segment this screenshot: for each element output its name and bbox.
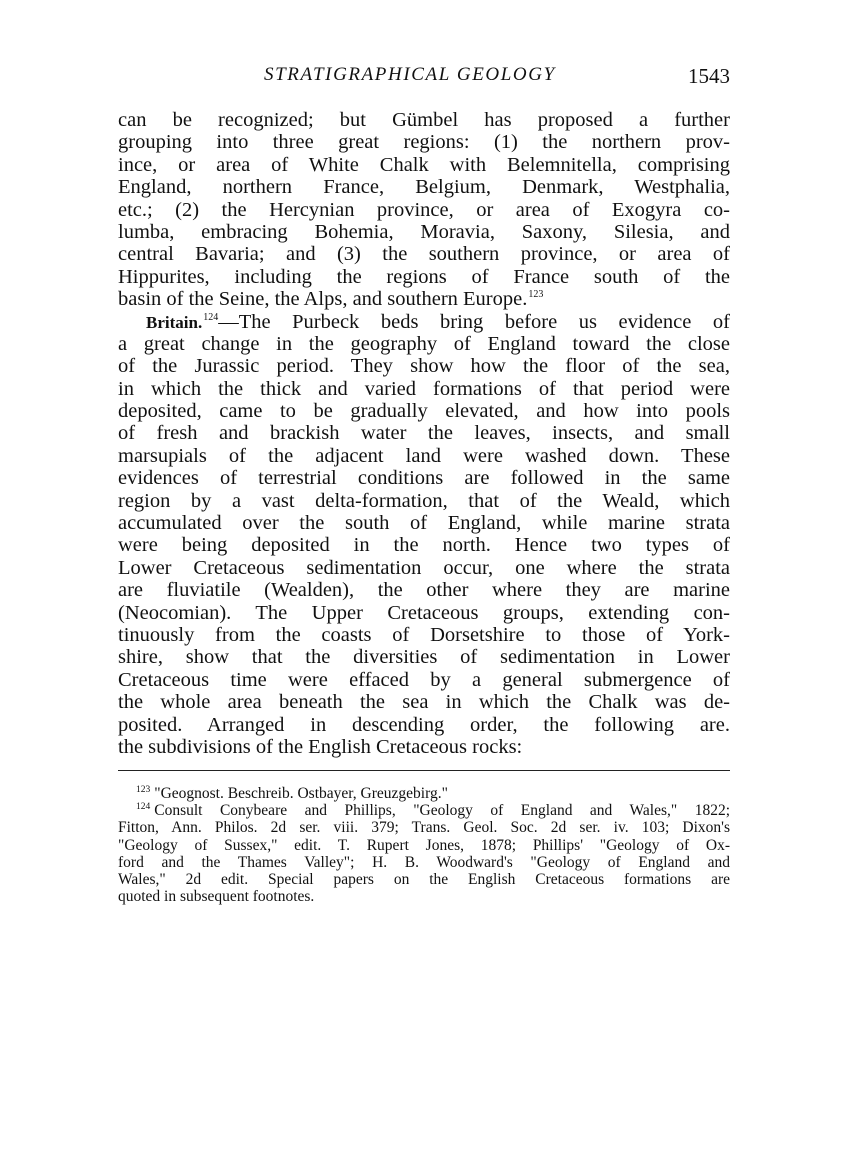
page-number: 1543 (688, 64, 730, 88)
text-line: deposited, came to be gradually elevated, and how into pools (118, 400, 730, 423)
text-line: Cretaceous time were effaced by a general submergence of (118, 668, 730, 691)
text-line: Lower Cretaceous sedimentation occur, one where the strata (118, 556, 730, 579)
text-line: in which the thick and varied formations of that period were (118, 377, 730, 400)
text-line: the subdivisions of the English Cretaceous rocks: (118, 735, 523, 758)
footnote-text: Consult Conybeare and Phillips, "Geology of England and Wales," 1822; (154, 802, 730, 820)
footnote-text: "Geognost. Beschreib. Ostbayer, Greuzgebirg." (154, 785, 448, 802)
text-line: (Neocomian). The Upper Cretaceous groups, extending con- (118, 601, 730, 624)
section-subheading: Britain. (146, 312, 203, 332)
text-line: ince, or area of White Chalk with Belemnitella, comprising (118, 153, 730, 176)
footnote-line: quoted in subsequent footnotes. (118, 888, 315, 906)
footnote-123 (118, 785, 730, 802)
footnote-line: "Geology of Sussex," edit. T. Rupert Jones, 1878; Phillips' "Geology of Ox- (118, 836, 730, 854)
footnotes (118, 785, 730, 905)
text-line: region by a vast delta-formation, that of the Weald, which (118, 489, 730, 512)
text-line: central Bavaria; and (3) the southern province, or area of (118, 243, 730, 266)
text-line: England, northern France, Belgium, Denmark, Westphalia, (118, 176, 730, 199)
text-line: tinuously from the coasts of Dorsetshire to those of York- (118, 623, 730, 646)
text-line-content: basin of the Seine, the Alps, and southern Europe. (118, 288, 528, 311)
text-line (118, 288, 730, 310)
text-line: accumulated over the south of England, while marine strata (118, 512, 730, 535)
text-line: are fluviatile (Wealden), the other where they are marine (118, 579, 730, 602)
text-line: a great change in the geography of England toward the close (118, 332, 730, 355)
footnote-line: ford and the Thames Valley"; H. B. Woodward's "Geology of England and (118, 853, 730, 871)
text-line: of the Jurassic period. They show how the floor of the sea, (118, 355, 730, 378)
footnote-line: Fitton, Ann. Philos. 2d ser. viii. 379; Trans. Geol. Soc. 2d ser. iv. 103; Dixon's (118, 819, 730, 837)
text-line: marsupials of the adjacent land were washed down. These (118, 444, 730, 467)
text-line: grouping into three great regions: (1) the northern prov- (118, 131, 730, 154)
text-line: evidences of terrestrial conditions are followed in the same (118, 467, 730, 490)
text-line: were being deposited in the north. Hence two types of (118, 534, 730, 557)
running-title: STRATIGRAPHICAL GEOLOGY (264, 64, 556, 85)
text-line: of fresh and brackish water the leaves, insects, and small (118, 422, 730, 445)
footnote-line: Wales," 2d edit. Special papers on the English Cretaceous formations are (118, 870, 730, 888)
text-line: can be recognized; but Gümbel has proposed a further (118, 109, 730, 131)
text-line: posited. Arranged in descending order, the following are. (118, 713, 730, 736)
text-line: Hippurites, including the regions of France south of the (118, 265, 730, 288)
footnote-reference: 124 (203, 311, 219, 323)
text-line: etc.; (2) the Hercynian province, or area of Exogyra co- (118, 198, 730, 221)
text-line: the whole area beneath the sea in which the Chalk was de- (118, 691, 730, 714)
text-line: shire, show that the diversities of sedimentation in Lower (118, 646, 730, 669)
footnote-124 (118, 802, 730, 819)
body-text (118, 109, 730, 758)
text-line (118, 311, 730, 333)
footnote-reference: 123 (528, 289, 544, 301)
footnote-number: 123 (136, 785, 151, 795)
footnote-divider (118, 770, 730, 771)
text-line-content: —The Purbeck beds bring before us evidence of (218, 310, 730, 333)
text-line: lumba, embracing Bohemia, Moravia, Saxony, Silesia, and (118, 220, 730, 243)
page-header (118, 64, 730, 90)
footnote-number: 124 (136, 802, 151, 813)
